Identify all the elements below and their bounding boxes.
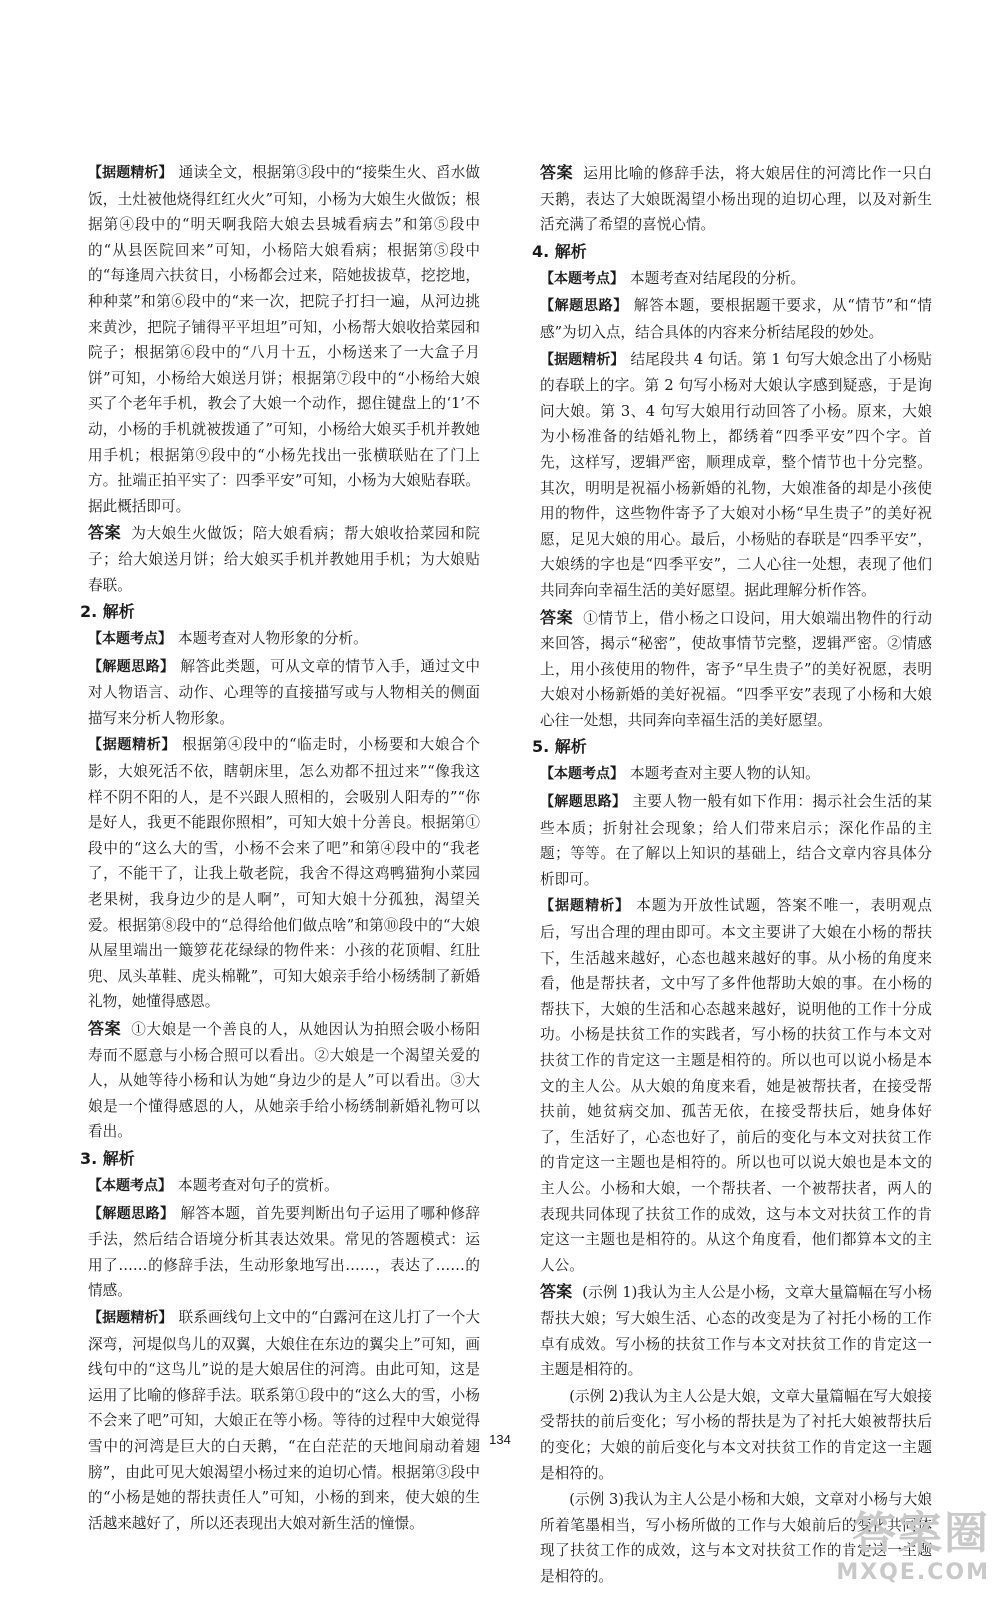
q1-analysis [88,160,480,519]
section-tag: 【解题思路】 [540,298,628,315]
paragraph-text: 运用比喻的修辞手法，将大娘居住的河湾比作一只白天鹅，表达了大娘既渴望小杨出现的迫切心理，以及对新生活充满了希望的喜悦心情。 [540,165,932,234]
paragraph-text: 本题考查对人物形象的分析。 [178,630,368,648]
answer-label: 答案 [88,523,122,543]
question-heading: 4. 解析 [532,241,587,261]
paragraph-text: 解答此类题，可从文章的情节入手，通过文中对人物语言、动作、心理等的直接描写或与人物相关的侧面描写来分析人物形象。 [88,657,480,727]
answer-label: 答案 [540,1282,573,1302]
section-tag: 【据题精析】 [540,898,631,915]
q2-analysis [88,732,480,1015]
section-tag: 【据题精析】 [540,351,625,368]
section-tag: 【解题思路】 [88,658,175,675]
paragraph-text: ①情节上，借小杨之口设问，用大娘端出物件的行动来回答，揭示“秘密”，使故事情节完整，逻辑严密。②情感上，用小孩使用的物件，寄予“早生贵子”的美好祝愿，表明大娘对小杨新婚的美好祝福。“四季平安”表现了小杨和大娘心往一处想，共同奔向幸福生活的美好愿望。 [540,609,932,729]
section-tag: 【本题考点】 [88,1177,172,1194]
paragraph-text: 结尾段共 4 句话。第 1 句写大娘念出了小杨贴的春联上的字。第 2 句写小杨对大娘认字感到疑惑，于是询问大娘。第 3、4 句写大娘用行动回答了小杨。原来，大娘为小杨准备的结婚礼物上，都绣着“四季平安”四个字。首先，这样写，逻辑严密，顺理成章，整个情节也十分完整。其次，明明是祝福小杨新婚的礼物，大娘准备的却是小孩使用的物件，这些物件寄予了大娘对小杨“早生贵子”的美好祝愿，足见大娘的用心。最后，小杨贴的春联是“四季平安”，大娘绣的字也是“四季平安”，二人心往一处想，表现了他们共同奔向幸福生活的美好愿望。据此理解分析作答。 [540,350,932,599]
paragraph-text: 解答本题，首先要判断出句子运用了哪种修辞手法，然后结合语境分析其表达效果。常见的答题模式：运用了……的修辞手法，生动形象地写出……，表达了……的情感。 [88,1204,480,1300]
section-tag: 【本题考点】 [88,631,172,648]
paragraph-text: 本题为开放性试题，答案不唯一，表明观点后，写出合理的理由即可。本文主要讲了大娘在小杨的帮扶下，生活越来越好，心态也越来越好的事。从小杨的角度来看，他是帮扶者，文中写了多件他帮助大娘的事。在小杨的帮扶下，大娘的生活和心态越来越好，说明他的工作十分成功。小杨是扶贫工作的实践者，写小杨的扶贫工作与本文对扶贫工作的肯定这一主题是相符的。所以也可以说小杨是本文的主人公。从大娘的角度来看，她是被帮扶者，在接受帮扶前，她贫病交加、孤苦无依，在接受帮扶后，她身体好了，生活好了，心态也好了，前后的变化与本文对扶贫工作的肯定这一主题也是相符的。所以也可以说大娘也是本文的主人公。小杨和大娘，一个帮扶者、一个被帮扶者，两人的表现共同体现了扶贫工作的成效，这与本文对扶贫工作的肯定这一主题也是相符的。从这个角度看，他们都算本文的主人公。 [540,897,932,1274]
section-tag: 【解题思路】 [540,794,627,811]
answer-label: 答案 [88,1019,122,1038]
q5-idea [540,789,932,892]
paragraph-text: 解答本题，要根据题干要求，从“情节”和“情感”为切入点，结合具体的内容来分析结尾段的妙处。 [540,297,932,341]
question-heading: 3. 解析 [80,1148,135,1168]
paragraph-text: 本题考查对结尾段的分析。 [630,269,806,287]
paragraph-text: 根据第④段中的“临走时，小杨要和大娘合个影，大娘死活不依，瞎朝床里，怎么劝都不扭过来”“像我这样不阴不阳的人，是不兴跟人照相的，会吸别人阳寿的”“你是好人，我更不能跟你照相”，可知大娘十分善良。根据第①段中的“这么大的雪，小杨不会来了吧”和第④段中的“我老了，不能干了，让我上敬老院，我舍不得这鸡鸭猫狗小菜园老果树，我身边少的是人啊”，可知大娘十分孤独，渴望关爱。根据第⑧段中的“总得给他们做点啥”和第⑩段中的“大娘从屋里端出一簸箩花花绿绿的物件来：小孩的花顶帽、红肚兜、凤头革鞋、虎头棉靴”，可知大娘亲手给小杨绣制了新婚礼物，她懂得感恩。 [88,736,480,1011]
section-tag: 【据题精析】 [88,1309,173,1326]
answer-label: 答案 [540,163,574,182]
watermark-text: 答案圈 [852,1508,990,1559]
paragraph-text: 本题考查对句子的赏析。 [178,1176,339,1194]
q2-answer [88,1016,480,1145]
question-heading: 2. 解析 [80,602,135,622]
paragraph-text: 通读全文，根据第③段中的“接柴生火、舀水做饭，土灶被他烧得红红火火”可知，小杨为大娘生火做饭；根据第④段中的“明天啊我陪大娘去县城看病去”和第⑤段中的“从县医院回来”可知，小杨陪大娘看病；根据第⑤段中的“每逢周六扶贫日，小杨都会过来，陪她拔拔草，挖挖地，种种菜”和第⑥段中的“来一次，把院子打扫一遍，从河边挑来黄沙，把院子铺得平平坦坦”可知，小杨帮大娘收拾菜园和院子；根据第⑥段中的“八月十五，小杨送来了一大盒子月饼”可知，小杨给大娘送月饼；根据第⑦段中的“小杨给大娘买了个老年手机，教会了大娘一个动作，摁住键盘上的‘1’不动，小杨的手机就被拨通了”可知，小杨给大娘买手机并教她用手机；根据第⑨段中的“小杨先找出一张横联贴在了门上方。扯端正拍平实了：四季平安”可知，小杨为大娘贴春联。据此概括即可。 [88,164,481,515]
page-number: 134 [489,1432,511,1447]
q4-answer [540,605,932,734]
watermark-url: MXQE.COM [836,1560,990,1585]
q5-analysis [540,893,932,1278]
paragraph-text: 主要人物一般有如下作用：揭示社会生活的某些本质；折射社会现象；给人们带来启示；深化作品的主题；等等。在了解以上知识的基础上，结合文章内容具体分析即可。 [540,793,932,888]
q2-idea [88,654,480,732]
left-column [80,160,481,1537]
q4-analysis [540,347,932,604]
q4-idea [540,293,932,345]
paragraph-text: (示例 1)我认为主人公是小杨，文章大量篇幅在写小杨帮扶大娘；写大娘生活、心态的改变是为了衬托小杨的工作卓有成效。写小杨的扶贫工作与本文对扶贫工作的肯定这一主题是相符的。 [540,1284,932,1379]
q3-analysis [88,1305,480,1536]
section-tag: 【据题精析】 [88,737,177,754]
section-tag: 【本题考点】 [540,766,624,783]
section-tag: 【本题考点】 [540,270,624,287]
paragraph-text: ①大娘是一个善良的人，从她因认为拍照会吸小杨阳寿而不愿意与小杨合照可以看出。②大娘是一个渴望关爱的人，从她等待小杨和认为她“身边少的是人”可以看出。③大娘是一个懂得感恩的人，从她亲手给小杨绣制新婚礼物可以看出。 [88,1021,480,1141]
watermark-logo [740,1508,990,1594]
answer-label: 答案 [540,607,574,627]
section-tag: 【据题精析】 [88,165,173,181]
q5-example-3: (示例 3)我认为主人公是小杨和大娘，文章对小杨与大娘所着笔墨相当，写小杨所做的工作与大娘前后的变化共同体现了扶贫工作的成效，这与本文对扶贫工作的肯定这一主题是相符的。 [540,1491,932,1585]
paragraph-text: 联系画线句上文中的“白露河在这儿打了一个大深弯，河堤似鸟儿的双翼，大娘住在东边的翼尖上”可知，画线句中的“这鸟儿”说的是大娘居住的河湾。由此可知，这是运用了比喻的修辞手法。联系第①段中的“这么大的雪，小杨不会来了吧”可知，大娘正在等小杨。等待的过程中大娘觉得雪中的河湾是巨大的白天鹅，“在白茫茫的天地间扇动着翅膀”，由此可见大娘渴望小杨过来的迫切心情。根据第③段中的“小杨是她的帮扶责任人”可知，小杨的到来，使大娘的生活越来越好了，所以还表现出大娘对新生活的憧憬。 [88,1308,481,1532]
question-heading: 5. 解析 [532,737,587,757]
q5-answer [540,1279,932,1382]
q3-idea [88,1201,480,1304]
right-column [532,160,932,1590]
q1-answer [88,520,480,598]
paragraph-text: 为大娘生火做饭；陪大娘看病；帮大娘收拾菜园和院子；给大娘送月饼；给大娘买手机并教她用手机；为大娘贴春联。 [88,525,480,594]
q4-point [540,266,932,293]
section-tag: 【解题思路】 [88,1205,175,1222]
q2-point [88,626,480,653]
q3-answer [540,160,932,238]
q5-example-2: (示例 2)我认为主人公是大娘，文章大量篇幅在写大娘接受帮扶的前后变化；写小杨的帮扶是为了衬托大娘被帮扶后的变化；大娘的前后变化与本文对扶贫工作的肯定这一主题是相符的。 [540,1387,932,1482]
q5-point [540,761,932,788]
paragraph-text: 本题考查对主要人物的认知。 [630,765,820,783]
q3-point [88,1173,480,1200]
